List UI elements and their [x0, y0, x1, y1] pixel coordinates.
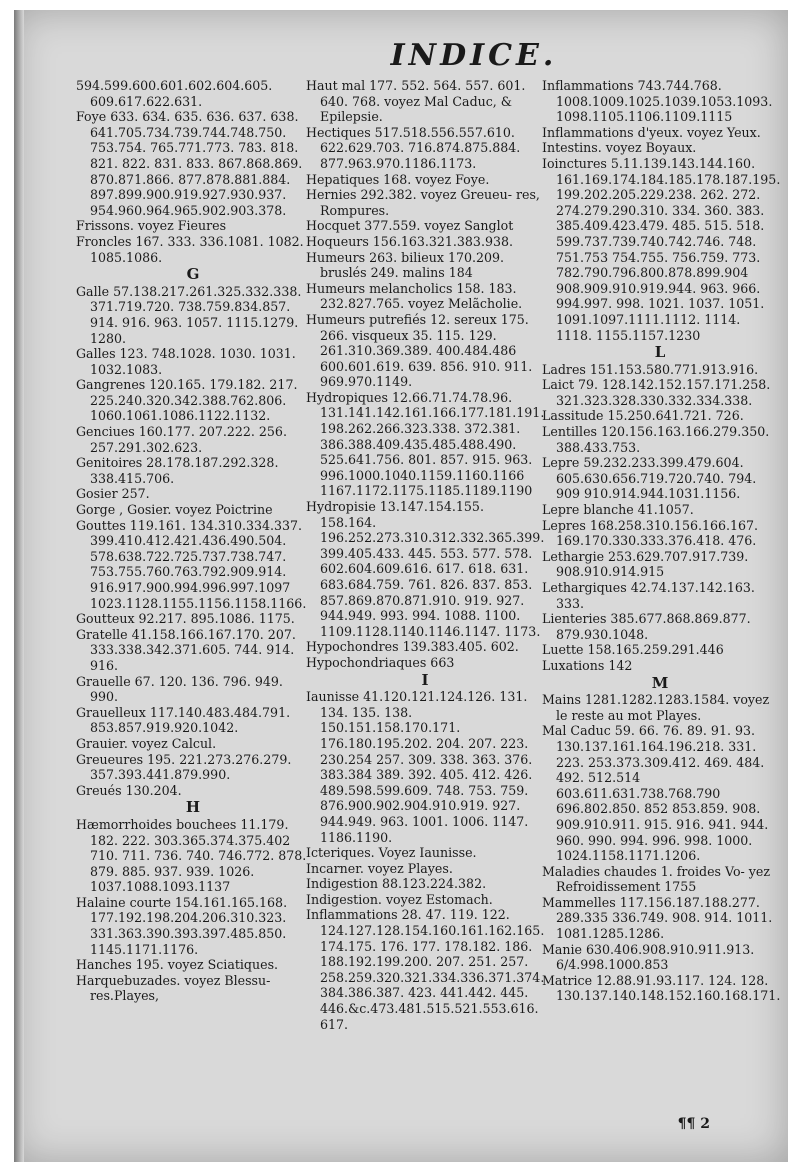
index-entry-text: Galle 57.138.217.261.325.332.338. 371.719.720. 738.759.834.857. 914. 916. 963. 1057. 1115.1279. 1280.	[76, 283, 302, 346]
index-entry	[76, 284, 310, 346]
index-entry-text: Genciues 160.177. 207.222. 256. 257.291.302.623.	[76, 424, 287, 455]
index-entry	[542, 424, 778, 455]
index-entry-text: Grauelleux 117.140.483.484.791. 853.857.919.920.1042.	[76, 704, 291, 736]
index-entry-text: Lethargiques 42.74.137.142.163. 333.	[542, 580, 755, 611]
index-entry	[542, 692, 778, 723]
section-letter: G	[186, 265, 200, 284]
index-entry-text: Mal Caduc 59. 66. 76. 89. 91. 93. 130.137.161.164.196.218. 331. 223. 253.373.309.412. 469. 484. 492. 512.514 603.611.631.738.768.790 696.802.850. 852 853.859. 908. 909.910.911. 915. 916. 941. 944. 960. 990. 994. 996. 998. 1000. 1024.1158.1171.1206.	[542, 723, 769, 864]
index-entry	[76, 752, 310, 783]
index-entry	[76, 627, 310, 674]
index-entry-text: Incarner. voyez Playes.	[306, 860, 453, 876]
index-entry-text: Lepre 59.232.233.399.479.604. 605.630.656.719.720.740. 794. 909 910.914.944.1031.1156.	[542, 455, 757, 502]
index-column-1	[76, 78, 310, 1004]
index-entry-text: 594.599.600.601.602.604.605. 609.617.622.631.	[76, 78, 273, 109]
index-entry-text: Hydropisie 13.147.154.155. 158.164. 196.252.273.310.312.332.365.399. 399.405.433. 445. 553. 577. 578. 602.604.609.616. 617. 618. 631. 683.684.759. 761. 826. 837. 853. 857.869.870.871.910. 919. 927. 944.949. 993. 994. 1088. 1100. 1109.1128.1140.1146.1147. 1173.	[306, 499, 545, 639]
index-entry-text: Ioinctures 5.11.139.143.144.160. 161.169.174.184.185.178.187.195. 199.202.205.229.238. 262. 272. 274.279.290.310. 334. 360. 383. 385.409.423.479. 485. 515. 518. 599.737.739.740.742.746. 748. 751.753 754.755. 756.759. 773. 782.790.796.800.878.899.904 908.909.910.919.944. 963. 966. 994.997. 998. 1021. 1037. 1051. 1091.1097.1111.1112. 1114. 1118. 1155.1157.1230	[542, 155, 781, 343]
index-entry	[542, 642, 778, 658]
index-entry	[542, 408, 778, 424]
index-entry	[542, 140, 778, 156]
index-entry	[542, 942, 778, 973]
index-column-3	[542, 78, 781, 1004]
section-letter: I	[421, 670, 429, 689]
index-entry-text: Inflammations 743.744.768. 1008.1009.1025.1039.1053.1093. 1098.1105.1106.1109.1115	[542, 78, 773, 125]
index-entry	[76, 234, 310, 265]
index-entry	[542, 455, 778, 502]
index-entry	[306, 234, 544, 250]
index-entry	[306, 390, 544, 499]
index-entry-text: Intestins. voyez Boyaux.	[542, 140, 697, 156]
index-entry-text: Mammelles 117.156.187.188.277. 289.335 336.749. 908. 914. 1011. 1081.1285.1286.	[542, 894, 773, 942]
index-entry	[306, 639, 544, 655]
index-column-2	[306, 78, 544, 1032]
index-entry-text: Lienteries 385.677.868.869.877. 879.930.1048.	[542, 611, 751, 642]
section-letter: M	[651, 673, 669, 692]
index-entry-text: Gosier 257.	[76, 486, 150, 502]
index-entry-text: Frissons. voyez Fieures	[76, 218, 227, 234]
index-entry-text: Ladres 151.153.580.771.913.916.	[542, 361, 759, 377]
index-entry-text: Grauier. voyez Calcul.	[76, 735, 217, 751]
index-entry	[542, 611, 778, 642]
index-entry-text: Galles 123. 748.1028. 1030. 1031. 1032.1083.	[76, 346, 296, 377]
index-entry	[76, 502, 310, 518]
index-entry-text: Halaine courte 154.161.165.168. 177.192.198.204.206.310.323. 331.363.390.393.397.485.850. 1145.1171.1176.	[76, 894, 288, 957]
index-entry	[76, 783, 310, 799]
index-entry	[306, 861, 544, 877]
index-entry-text: Froncles 167. 333. 336.1081. 1082. 1085.1086.	[76, 233, 304, 265]
index-entry	[76, 486, 310, 502]
index-entry	[76, 377, 310, 424]
index-entry-text: Indigestion 88.123.224.382.	[306, 876, 487, 892]
index-entry-text: Gorge , Gosier. voyez Poictrine	[76, 502, 273, 518]
index-entry-text: Gangrenes 120.165. 179.182. 217. 225.240.320.342.388.762.806. 1060.1061.1086.1122.1132.	[76, 377, 298, 424]
index-entry-text: Humeurs putrefiés 12. sereux 175. 266. visqueux 35. 115. 129. 261.310.369.389. 400.484.486 600.601.619. 639. 856. 910. 911. 969.970.1149.	[306, 311, 533, 390]
index-entry-text: Iaunisse 41.120.121.124.126. 131. 134. 135. 138. 150.151.158.170.171. 176.180.195.202. 204. 207. 223. 230.254 257. 309. 338. 363. 376. 383.384 389. 392. 405. 412. 426. 489.598.599.609. 748. 753. 759. 876.900.902.904.910.919. 927. 944.949. 963. 1001. 1006. 1147. 1186.1190.	[306, 689, 533, 845]
index-entry-text: Greueures 195. 221.273.276.279. 357.393.441.879.990.	[76, 751, 292, 783]
index-entry-text: Hypochondres 139.383.405. 602.	[306, 639, 519, 655]
index-entry-text: Gratelle 41.158.166.167.170. 207. 333.338.342.371.605. 744. 914. 916.	[76, 626, 296, 673]
index-entry-text: Foye 633. 634. 635. 636. 637. 638. 641.705.734.739.744.748.750. 753.754. 765.771.773. 783. 818. 821. 822. 831. 833. 867.868.869. 870.871.866. 877.878.881.884. 897.899.900.919.927.930.937. 954.960.964.965.902.903.378.	[76, 109, 303, 218]
index-entry-text: Luette 158.165.259.291.446	[542, 642, 724, 658]
index-entry-text: Hocquet 377.559. voyez Sanglot	[306, 218, 514, 234]
index-entry-text: Hoqueurs 156.163.321.383.938.	[306, 233, 513, 249]
index-entry-text: Haut mal 177. 552. 564. 557. 601. 640. 768. voyez Mal Caduc, & Epilepsie.	[306, 78, 526, 125]
index-entry-text: Lethargie 253.629.707.917.739. 908.910.914.915	[542, 548, 749, 580]
index-entry-text: Hernies 292.382. voyez Greueu- res, Rompures.	[306, 187, 540, 218]
index-entry-text: Inflammations d'yeux. voyez Yeux.	[542, 124, 761, 140]
index-entry-text: Manie 630.406.908.910.911.913. 6/4.998.1000.853	[542, 941, 755, 973]
index-entry	[306, 892, 544, 908]
index-entry	[306, 218, 544, 234]
index-entry	[76, 78, 310, 109]
index-entry-text: Lentilles 120.156.163.166.279.350. 388.433.753.	[542, 424, 770, 455]
index-entry	[306, 499, 544, 639]
index-entry	[542, 972, 781, 1004]
index-entry-text: Hanches 195. voyez Sciatiques.	[76, 957, 279, 973]
index-entry	[76, 957, 310, 973]
index-entry-text: Matrice 12.88.91.93.117. 124. 128. 130.137.140.148.152.160.168.171.	[542, 972, 781, 1004]
index-entry	[542, 895, 778, 942]
index-entry-text: Inflammations 28. 47. 119. 122. 124.127.128.154.160.161.162.165. 174.175. 176. 177. 178.182. 186. 188.192.199.200. 207. 251. 257. 258.259.320.321.334.336.371.374. 384.386.387. 423. 441.442. 445. 446.&c.473.481.515.521.553.616. 617.	[306, 907, 545, 1032]
section-letter: H	[185, 798, 201, 817]
index-entry	[306, 187, 544, 218]
section-letter: L	[654, 343, 666, 362]
index-entry-text: Humeurs 263. bilieux 170.209. bruslés 249. malins 184	[306, 249, 505, 281]
index-entry	[76, 817, 310, 895]
index-entry	[542, 658, 778, 674]
index-entry-text: Genitoires 28.178.187.292.328. 338.415.706.	[76, 455, 279, 486]
index-entry	[306, 250, 544, 281]
index-entry	[306, 172, 544, 188]
index-entry-text: Indigestion. voyez Estomach.	[306, 891, 493, 907]
index-entry	[542, 78, 778, 125]
index-entry	[76, 424, 310, 455]
index-entry	[542, 155, 781, 343]
index-entry-text: Luxations 142	[542, 657, 633, 673]
index-entry	[542, 362, 778, 378]
signature-mark: ¶¶ 2	[677, 1116, 710, 1132]
index-entry-text: Lepre blanche 41.1057.	[542, 502, 694, 518]
index-entry	[542, 502, 778, 518]
index-entry	[306, 281, 544, 312]
index-entry-text: Hæmorrhoides bouchees 11.179. 182. 222. 303.365.374.375.402 710. 711. 736. 740. 746.772. 878. 879. 885. 937. 939. 1026. 1037.1088.1093.1137	[76, 816, 307, 895]
index-entry	[542, 377, 778, 408]
index-entry-text: Maladies chaudes 1. froides Vo- yez Refroidissement 1755	[542, 863, 770, 895]
book-page	[14, 10, 788, 1162]
index-entry	[76, 611, 310, 627]
index-entry	[76, 346, 310, 377]
index-entry	[306, 907, 544, 1032]
index-entry	[306, 312, 544, 390]
index-entry-text: Hypochondriaques 663	[306, 654, 455, 670]
index-entry	[76, 895, 310, 957]
index-entry	[76, 674, 310, 705]
page-gutter-shadow	[14, 10, 24, 1162]
index-entry	[542, 549, 778, 580]
index-entry	[306, 655, 544, 671]
index-entry-text: Grauelle 67. 120. 136. 796. 949. 990.	[76, 673, 283, 705]
index-entry	[306, 845, 544, 861]
index-entry	[76, 705, 310, 736]
index-entry	[306, 689, 544, 845]
index-entry	[306, 876, 544, 892]
index-entry-text: Hydropiques 12.66.71.74.78.96. 131.141.142.161.166.177.181.191. 198.262.266.323.338. 372.381. 386.388.409.435.485.488.490. 525.641.756. 801. 857. 915. 963. 996.1000.1040.1159.1160.1166 1167.1172.1175.1185.1189.1190	[306, 389, 545, 499]
index-entry-text: Goutteux 92.217. 895.1086. 1175.	[76, 611, 295, 627]
index-entry-text: Lepres 168.258.310.156.166.167. 169.170.330.333.376.418. 476.	[542, 517, 759, 549]
index-entry	[542, 125, 778, 141]
index-entry-text: Icteriques. Voyez Iaunisse.	[306, 845, 477, 861]
page-title: INDICE.	[390, 38, 558, 73]
index-entry	[542, 518, 778, 549]
index-entry	[542, 723, 778, 863]
index-entry-text: Lassitude 15.250.641.721. 726.	[542, 408, 744, 424]
index-entry-text: Greués 130.204.	[76, 782, 182, 798]
index-entry	[76, 218, 310, 234]
index-entry-text: Mains 1281.1282.1283.1584. voyez le reste au mot Playes.	[542, 692, 770, 723]
index-entry-text: Harquebuzades. voyez Blessu- res.Playes,	[76, 972, 271, 1004]
index-entry	[542, 864, 778, 895]
index-entry	[76, 973, 310, 1004]
index-entry	[76, 109, 310, 218]
index-entry	[306, 125, 544, 172]
index-entry-text: Gouttes 119.161. 134.310.334.337. 399.410.412.421.436.490.504. 578.638.722.725.737.738.747. 753.755.760.763.792.909.914. 916.917.900.994.996.997.1097 1023.1128.1155.1156.1158.1166.	[76, 517, 307, 611]
index-entry	[306, 78, 544, 125]
index-entry	[76, 455, 310, 486]
index-entry-text: Hectiques 517.518.556.557.610. 622.629.703. 716.874.875.884. 877.963.970.1186.1173.	[306, 124, 521, 171]
index-entry	[76, 518, 310, 612]
index-entry-text: Humeurs melancholics 158. 183. 232.827.765. voyez Melãcholie.	[306, 280, 523, 312]
index-entry	[76, 736, 310, 752]
index-entry-text: Hepatiques 168. voyez Foye.	[306, 171, 490, 187]
index-entry	[542, 580, 778, 611]
index-entry-text: Laict 79. 128.142.152.157.171.258. 321.323.328.330.332.334.338.	[542, 377, 771, 408]
